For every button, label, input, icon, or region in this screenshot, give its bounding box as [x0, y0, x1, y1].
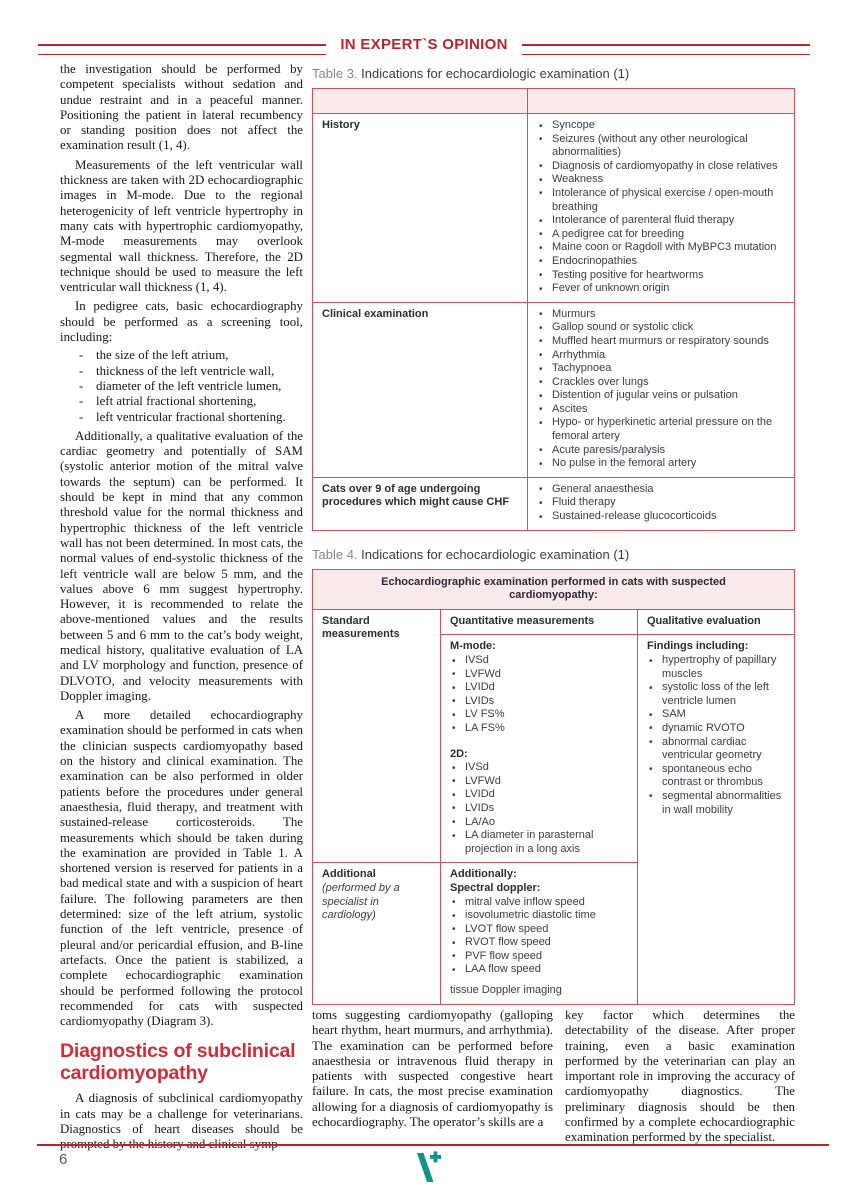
list-item: • systolic loss of the left ventricle lumen	[647, 681, 785, 708]
list-item: • abnormal cardiac ventricular geometry	[647, 736, 785, 763]
list-item: • spontaneous echo contrast or thrombus	[647, 763, 785, 790]
list-item: • Murmurs	[537, 308, 785, 322]
list-item: • Endocrinopathies	[537, 255, 785, 269]
list-item: • Crackles over lungs	[537, 376, 785, 390]
table3-row-label: Cats over 9 of age undergoing procedures which might cause CHF	[313, 477, 527, 530]
list-item: • dynamic RVOTO	[647, 722, 785, 736]
list-item: • Sustained-release glucocorticoids	[537, 510, 785, 524]
table3-row-items	[527, 302, 794, 477]
list-item: • Hypo- or hyperkinetic arterial pressure on the femoral artery	[537, 416, 785, 443]
vet-plus-logo-icon	[414, 1149, 442, 1190]
history-items	[537, 119, 785, 296]
list-item: • A pedigree cat for breeding	[537, 228, 785, 242]
findings-title: Findings including:	[647, 640, 749, 653]
logo-svg	[414, 1149, 442, 1185]
list-item: • Intolerance of parenteral fluid therapy	[537, 214, 785, 228]
table4	[312, 569, 795, 1005]
table3-row-items	[527, 477, 794, 530]
paragraph: A more detailed echocardiography examination should be performed in cats when the clinician suspects cardiomyopathy based on the history and clinical examination. The examination can be also performed in older patients before the procedures under general anaesthesia, fluid therapy, and treatment with sustained-release corticosteroids. The measurements which should be taken during the examination are provided in Table 1. A shortened version is reserved for patients in a bad medical state and with a suspicion of heart failure. The following parameters are then determined: size of the left atrium, systolic function of the left ventricle, presence of pleural and/or pericardial effusion, and B-line artefacts. Once the patient is stabilized, a complete echocardiographic examination should be performed following the protocol recommended for cats with suspected cardiomyopathy (Diagram 3).	[60, 708, 303, 1029]
header-rule-right	[522, 44, 810, 55]
table4-col2-header: Quantitative measurements	[440, 609, 637, 635]
list-item: • LVIDd	[450, 681, 628, 695]
table3-caption	[312, 66, 795, 81]
table3-header-cell-right	[527, 89, 794, 113]
list-item: • LA diameter in parasternal projection in a long axis	[450, 829, 628, 856]
table4-caption-label: Table 4.	[312, 546, 358, 562]
table3-row-items	[527, 113, 794, 302]
tables-column	[312, 62, 795, 1005]
section-heading: Diagnostics of subclinical cardiomyopathy	[60, 1040, 296, 1084]
list-item: - thickness of the left ventricle wall,	[60, 364, 303, 379]
list-item: - left atrial fractional shortening,	[60, 394, 303, 409]
mmode-title: M-mode:	[450, 640, 496, 653]
table4-caption	[312, 547, 795, 562]
table3-header-cell-left	[313, 89, 527, 113]
table4-caption-text: Indications for echocardiologic examination (1)	[357, 546, 630, 562]
2d-items	[450, 761, 628, 856]
list-item: • Gallop sound or systolic click	[537, 321, 785, 335]
list-item: • mitral valve inflow speed	[450, 896, 628, 910]
list-item: • PVF flow speed	[450, 950, 628, 964]
additional-note: (performed by a specialist in cardiology)	[322, 881, 400, 922]
list-item: • General anaesthesia	[537, 483, 785, 497]
list-item: • LVFWd	[450, 775, 628, 789]
list-item: • Arrhythmia	[537, 349, 785, 363]
list-item: • LVIDd	[450, 788, 628, 802]
paragraph: the investigation should be performed by competent specialists without sedation and undue restraint and in a peaceful manner. Positioning the patient in lateral recumbency or standing position does not affect the examination result (1, 4).	[60, 62, 303, 153]
table4-col3-header: Qualitative evaluation	[637, 609, 794, 635]
article-left-column	[60, 62, 303, 1153]
paragraph: Additionally, a qualitative evaluation of the cardiac geometry and potentially of SAM (systolic anterior motion of the mitral valve towards the septum) can be performed. It should be kept in mind that any common threshold value for the normal thickness and hypertrophic thickness of the left ventricle wall has not been determined. In most cats, the normal values of end-systolic thickness of the left ventricle wall are below 5 mm, and the values above 6 mm suggest hypertrophy. However, it is recommended to relate the above-mentioned values and the results between 5 and 6 mm to the cat’s body weight, medical history, qualitative evaluation of LA and LV morphology and function, presence of DLVOTO, and velocity measurements with Doppler imaging.	[60, 428, 303, 703]
list-item: • Fever of unknown origin	[537, 282, 785, 296]
list-item: • Distention of jugular veins or pulsation	[537, 389, 785, 403]
cats-over-9-items	[537, 483, 785, 524]
page-number: 6	[59, 1151, 68, 1168]
list-item: • RVOT flow speed	[450, 936, 628, 950]
list-item: • Tachypnoea	[537, 362, 785, 376]
list-item: • SAM	[647, 708, 785, 722]
paragraph: Measurements of the left ventricular wall thickness are taken with 2D echocardiographic images in M-mode. Due to the regional heterogenicity of left ventricle hypertrophy in many cats with hypertrophic cardiomyopathy, M-mode measurements may overlook segmental wall thickness. Therefore, the 2D technique should be used to measure the left ventricular wall thickness (1, 4).	[60, 157, 303, 295]
screening-list	[60, 348, 303, 424]
additional-label: Additional	[322, 868, 376, 881]
spectral-doppler-items	[450, 896, 628, 978]
list-item: • IVSd	[450, 761, 628, 775]
additional-cell	[313, 862, 440, 1003]
page-header	[38, 34, 810, 55]
table3-caption-text: Indications for echocardiologic examination (1)	[357, 66, 630, 81]
list-item: • LVIDs	[450, 802, 628, 816]
quantitative-measurements-cell	[440, 634, 637, 862]
list-item: • Intolerance of physical exercise / open-mouth breathing	[537, 187, 785, 214]
list-item: • No pulse in the femoral artery	[537, 457, 785, 471]
table3-row-label: Clinical examination	[313, 302, 527, 477]
list-item: • Ascites	[537, 403, 785, 417]
list-item: • Syncope	[537, 119, 785, 133]
table4-col1-header: Standard measurements	[313, 609, 440, 863]
list-item: • LVIDs	[450, 695, 628, 709]
list-item: - left ventricular fractional shortening.	[60, 410, 303, 425]
paragraph: A diagnosis of subclinical cardiomyopathy in cats may be a challenge for veterinarians. Diagnostics of heart diseases should be prompted by the history and clinical symp-	[60, 1091, 303, 1152]
list-item: • IVSd	[450, 654, 628, 668]
table3-row-label: History	[313, 113, 527, 302]
list-item: - the size of the left atrium,	[60, 348, 303, 363]
bottom-right-column: key factor which determines the detectability of the disease. After proper training, even a basic examination performed by the veterinarian can play an important role in improving the accuracy of cardiomyopathy diagnostics. The preliminary diagnosis should be then confirmed by a complete echocardiographic examination performed by the specialist.	[565, 1008, 795, 1145]
spectral-doppler-title: Spectral doppler:	[450, 881, 541, 894]
list-item: • LA FS%	[450, 722, 628, 736]
table4-spanning-header: Echocardiographic examination performed in cats with suspected cardiomyopathy:	[313, 570, 794, 609]
findings-items	[647, 654, 785, 817]
list-item: • segmental abnormalities in wall mobility	[647, 790, 785, 817]
paragraph: In pedigree cats, basic echocardiography should be performed as a screening tool, including:	[60, 299, 303, 345]
list-item: • LV FS%	[450, 708, 628, 722]
2d-title: 2D:	[450, 747, 468, 760]
list-item: - diameter of the left ventricle lumen,	[60, 379, 303, 394]
list-item: • LA/Ao	[450, 816, 628, 830]
list-item: • hypertrophy of papillary muscles	[647, 654, 785, 681]
list-item: • Maine coon or Ragdoll with MyBPC3 mutation	[537, 241, 785, 255]
list-item: • Weakness	[537, 173, 785, 187]
table3-caption-label: Table 3.	[312, 66, 358, 81]
list-item: • Fluid therapy	[537, 496, 785, 510]
list-item: • LVFWd	[450, 668, 628, 682]
list-item: • Diagnosis of cardiomyopathy in close relatives	[537, 160, 785, 174]
list-item: • Acute paresis/paralysis	[537, 444, 785, 458]
footer-rule	[37, 1144, 829, 1146]
additionally-title: Additionally:	[450, 868, 517, 881]
bottom-middle-column: toms suggesting cardiomyopathy (galloping heart rhythm, heart murmurs, and arrhythmia). The examination can be performed before anaesthesia or intravenous fluid therapy in patients with suspected congestive heart failure. In cats, the most precise examination allowing for a diagnosis of cardiomyopathy is echocardiography. The operator’s skills are a	[312, 1008, 553, 1130]
list-item: • Seizures (without any other neurological abnormalities)	[537, 133, 785, 160]
header-rule-left	[38, 44, 326, 55]
qualitative-evaluation-cell	[637, 634, 794, 1003]
clinical-items	[537, 308, 785, 471]
list-item: • Muffled heart murmurs or respiratory sounds	[537, 335, 785, 349]
tissue-doppler-line: tissue Doppler imaging	[450, 984, 562, 997]
additional-quantitative-cell	[440, 862, 637, 1003]
list-item: • LVOT flow speed	[450, 923, 628, 937]
list-item: • isovolumetric diastolic time	[450, 909, 628, 923]
list-item: • Testing positive for heartworms	[537, 269, 785, 283]
mmode-items	[450, 654, 628, 736]
section-banner-title: IN EXPERT`S OPINION	[340, 36, 508, 53]
table3	[312, 88, 795, 531]
list-item: • LAA flow speed	[450, 963, 628, 977]
